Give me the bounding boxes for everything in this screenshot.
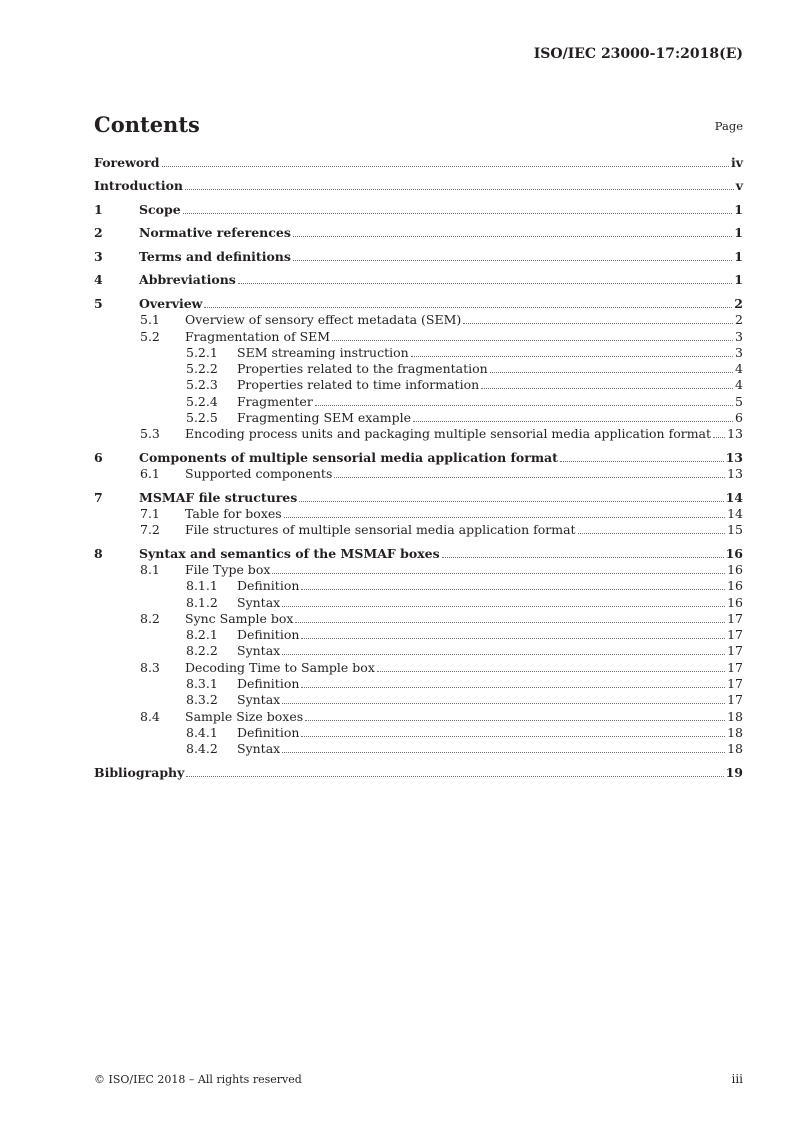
toc-entry-number: 8.1.2 [186,594,218,610]
toc-entry-number: 1 [94,201,103,217]
toc-entry[interactable] [94,394,743,410]
toc-entry-number: 5 [94,295,103,311]
toc-entry[interactable] [94,660,743,676]
page-column-label: Page [714,119,743,133]
toc-entry-number: 5.2.5 [186,409,218,425]
dot-leader [334,466,725,478]
toc-entry[interactable] [94,595,743,611]
dot-leader [272,562,725,574]
page-number: iii [731,1072,743,1086]
toc-entry-title: Syntax [237,741,281,757]
dot-leader [293,249,732,261]
toc-entry-title: Scope [139,201,181,217]
toc-entry-page: 5 [735,393,743,409]
toc-entry-page: 17 [727,692,743,708]
dot-leader [301,676,725,688]
copyright-notice: © ISO/IEC 2018 – All rights reserved [94,1073,302,1086]
toc-entry-title: Definition [237,627,300,643]
toc-entry-title: Sync Sample box [185,610,294,626]
toc-entry-page: 17 [727,643,743,659]
toc-entry-number: 5.2.2 [186,361,218,377]
toc-entry-number: 8.3 [140,659,160,675]
dot-leader [183,202,733,214]
toc-entry-page: iv [730,155,743,170]
toc-entry-title: Terms and definitions [139,248,291,264]
toc-entry[interactable] [94,202,743,218]
toc-entry[interactable] [94,725,743,741]
toc-entry-number: 5.2 [140,328,160,344]
toc-entry[interactable] [94,296,743,312]
toc-entry[interactable] [94,249,743,265]
toc-entry-title: SEM streaming instruction [237,344,409,360]
dot-leader [204,296,732,308]
toc-entry[interactable] [94,178,743,194]
toc-entry-number: 5.1 [140,312,160,328]
toc-entry-page: 1 [734,201,743,217]
dot-leader [185,178,734,190]
toc-entry[interactable] [94,522,743,538]
toc-entry[interactable] [94,490,743,506]
toc-entry-title: Overview of sensory effect metadata (SEM) [185,312,462,328]
toc-entry[interactable] [94,377,743,393]
toc-entry-title: File structures of multiple sensorial media application format [185,522,576,538]
toc-entry[interactable] [94,345,743,361]
toc-entry-title: Table for boxes [185,505,282,521]
toc-entry[interactable] [94,562,743,578]
toc-entry-title: Syntax [237,643,281,659]
toc-entry-page: 3 [735,344,743,360]
dot-leader [411,345,733,357]
toc-entry-page: 2 [734,295,743,311]
toc-entry-title: Overview [139,295,203,311]
toc-entry-number: 8.1 [140,561,160,577]
toc-entry-page: 14 [725,489,743,505]
toc-entry-page: 13 [727,426,743,442]
table-of-contents [94,155,743,781]
toc-entry-page: 16 [727,578,743,594]
toc-entry[interactable] [94,676,743,692]
toc-entry-title: Foreword [94,155,160,170]
dot-leader [186,765,723,777]
dot-leader [377,660,725,672]
toc-entry-number: 8.2.2 [186,643,218,659]
toc-entry[interactable] [94,361,743,377]
toc-entry[interactable] [94,692,743,708]
toc-entry-number: 8.1.1 [186,578,218,594]
toc-entry-page: 17 [727,659,743,675]
toc-entry-number: 8.2.1 [186,627,218,643]
page-title: Contents [94,112,200,137]
dot-leader [295,611,725,623]
toc-entry-number: 6 [94,449,103,465]
toc-entry-number: 5.3 [140,426,160,442]
toc-entry[interactable] [94,329,743,345]
toc-entry-number: 7.2 [140,522,160,538]
dot-leader [481,377,733,389]
dot-leader [282,741,725,753]
dot-leader [282,595,725,607]
toc-entry-title: Syntax [237,594,281,610]
dot-leader [301,627,725,639]
toc-entry-title: Fragmenter [237,393,313,409]
dot-leader [490,361,733,373]
dot-leader [282,643,725,655]
toc-entry-title: Sample Size boxes [185,708,304,724]
toc-entry-number: 2 [94,225,103,241]
toc-entry-page: 19 [725,764,743,780]
toc-entry[interactable] [94,312,743,328]
toc-entry-page: 17 [727,610,743,626]
toc-entry-number: 8.4 [140,708,160,724]
dot-leader [463,312,733,324]
toc-entry-title: Abbreviations [139,272,236,288]
toc-entry[interactable] [94,426,743,442]
toc-entry[interactable] [94,611,743,627]
dot-leader [238,272,732,284]
toc-entry-page: 3 [735,328,743,344]
toc-entry-title: Introduction [94,178,184,194]
toc-entry-number: 8.3.1 [186,676,218,691]
toc-entry-title: Definition [237,676,300,691]
toc-entry[interactable] [94,466,743,482]
toc-entry[interactable] [94,272,743,288]
toc-entry-number: 8.2 [140,610,160,626]
toc-entry-number: 6.1 [140,466,160,482]
dot-leader [282,692,725,704]
toc-entry-title: Properties related to time information [237,377,480,393]
toc-entry-page: 13 [727,466,743,482]
toc-entry[interactable] [94,765,743,781]
toc-entry-page: 17 [727,627,743,643]
dot-leader [293,225,732,237]
dot-leader [578,522,726,534]
toc-entry[interactable] [94,225,743,241]
toc-entry[interactable] [94,410,743,426]
toc-entry-title: Bibliography [94,764,185,780]
toc-entry-title: Encoding process units and packaging multiple sensorial media application format [185,426,712,442]
toc-entry-title: Definition [237,724,300,740]
toc-entry-title: Syntax [237,692,281,708]
toc-entry-number: 8 [94,545,103,561]
toc-entry[interactable] [94,578,743,594]
toc-entry-title: Decoding Time to Sample box [185,659,375,675]
toc-entry-title: MSMAF file structures [139,489,298,505]
dot-leader [305,709,725,721]
toc-entry[interactable] [94,155,743,171]
toc-entry-page: 18 [727,708,743,724]
toc-entry-number: 5.2.1 [186,344,218,360]
toc-entry-page: 13 [725,449,743,465]
toc-entry-title: Definition [237,578,300,594]
dot-leader [560,450,724,462]
toc-entry-page: 4 [735,377,743,393]
dot-leader [299,490,723,502]
toc-entry[interactable] [94,450,743,466]
toc-entry-page: v [735,178,743,194]
dot-leader [413,410,733,422]
toc-entry-page: 1 [734,225,743,241]
toc-entry[interactable] [94,627,743,643]
toc-entry[interactable] [94,741,743,757]
toc-entry-page: 1 [734,272,743,288]
dot-leader [301,725,725,737]
toc-entry-title: Properties related to the fragmentation [237,361,488,377]
toc-entry[interactable] [94,643,743,659]
toc-entry-page: 4 [735,361,743,377]
toc-entry-number: 7.1 [140,505,160,521]
dot-leader [713,426,725,438]
toc-entry[interactable] [94,506,743,522]
toc-entry[interactable] [94,546,743,562]
toc-entry-title: Components of multiple sensorial media application format [139,449,558,465]
dot-leader [284,506,725,518]
toc-entry-number: 5.2.4 [186,393,218,409]
toc-entry-title: Syntax and semantics of the MSMAF boxes [139,545,440,561]
dot-leader [332,329,733,341]
toc-entry-title: Normative references [139,225,291,241]
toc-entry-page: 6 [735,409,743,425]
toc-entry-number: 7 [94,489,103,505]
toc-entry-page: 15 [727,522,743,538]
toc-entry-page: 16 [725,545,743,561]
toc-entry-page: 18 [727,741,743,757]
dot-leader [301,578,725,590]
toc-entry-page: 1 [734,248,743,264]
dot-leader [162,155,729,167]
toc-entry-number: 4 [94,272,103,288]
toc-entry-page: 16 [727,561,743,577]
toc-entry-number: 5.2.3 [186,377,218,393]
dot-leader [315,394,733,406]
toc-entry-number: 8.4.2 [186,741,218,757]
standard-header: ISO/IEC 23000-17:2018(E) [533,46,743,62]
toc-entry[interactable] [94,709,743,725]
toc-entry-page: 14 [727,505,743,521]
dot-leader [442,546,724,558]
toc-entry-title: File Type box [185,561,271,577]
toc-entry-page: 17 [727,676,743,691]
toc-entry-page: 16 [727,594,743,610]
toc-entry-title: Supported components [185,466,333,482]
toc-entry-title: Fragmenting SEM example [237,409,412,425]
toc-entry-page: 2 [735,312,743,328]
toc-entry-number: 8.4.1 [186,724,218,740]
toc-entry-title: Fragmentation of SEM [185,328,331,344]
toc-entry-number: 3 [94,248,103,264]
toc-entry-page: 18 [727,724,743,740]
toc-entry-number: 8.3.2 [186,692,218,708]
